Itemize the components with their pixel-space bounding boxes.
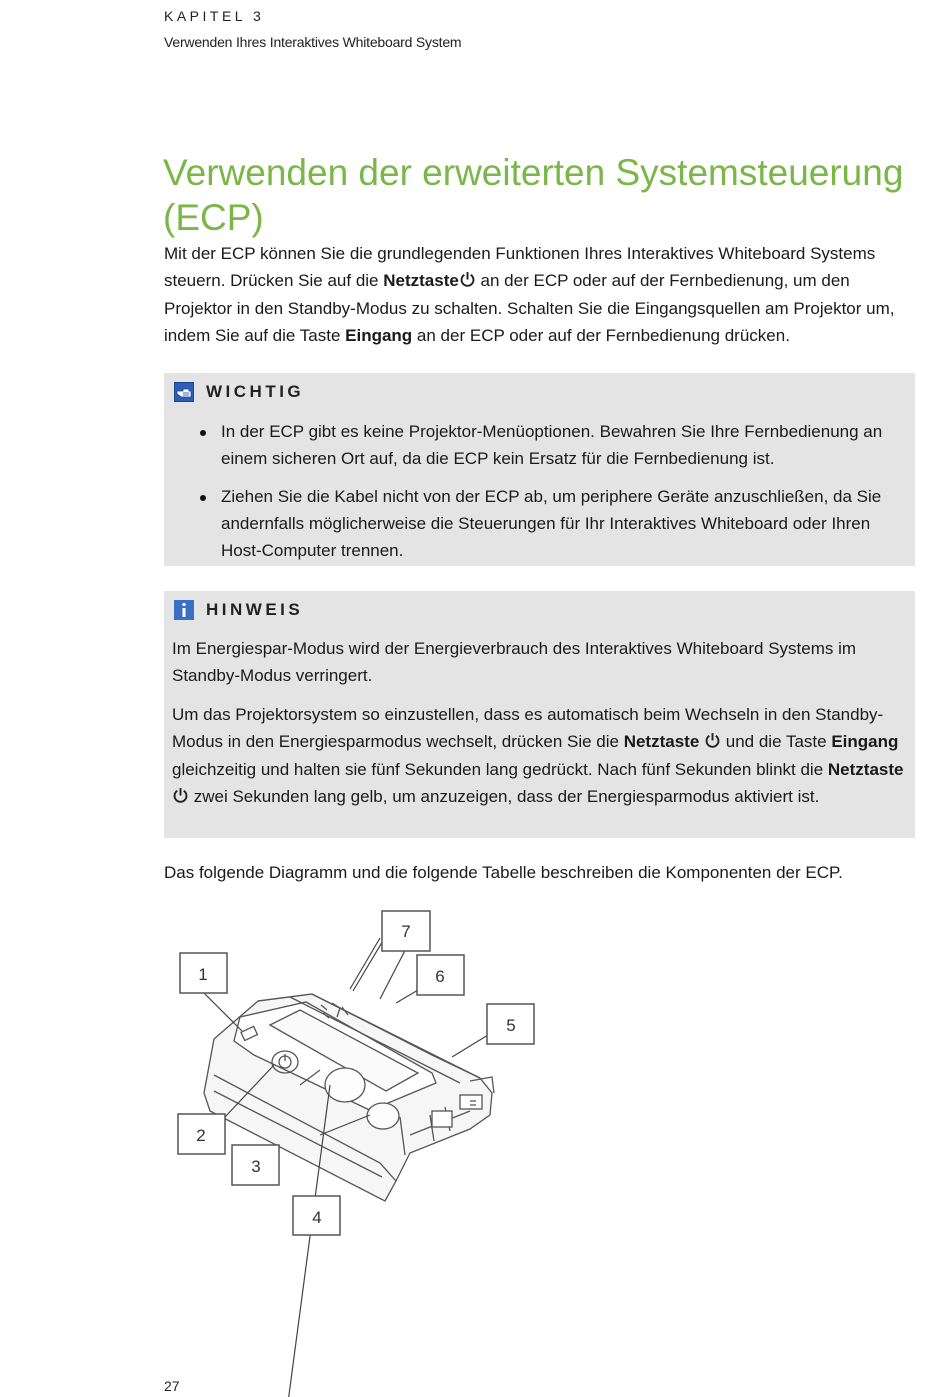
note-text-3: gleichzeitig und halten sie fünf Sekunden lang gedrückt. Nach fünf Sekunden blinkt die bbox=[172, 759, 828, 779]
intro-text-1: Mit der ECP können Sie die grundlegenden Funktionen Ihres Interaktives Whiteboard Systems steuern. Drücken Sie auf die bbox=[164, 244, 876, 291]
power-icon bbox=[459, 271, 476, 288]
note-text-4: zwei Sekunden lang gelb, um anzuzeigen, dass der Energiesparmodus aktiviert ist. bbox=[189, 786, 820, 806]
callout-label: 4 bbox=[312, 1208, 322, 1227]
note-bold-power: Netztaste bbox=[623, 732, 700, 752]
note-paragraph-2 bbox=[172, 701, 907, 810]
note-box bbox=[164, 591, 915, 838]
important-header bbox=[174, 382, 304, 402]
callout-label: 2 bbox=[196, 1126, 206, 1145]
callout-6 bbox=[417, 955, 464, 995]
callout-7 bbox=[382, 911, 430, 951]
info-icon bbox=[174, 600, 194, 620]
note-text-1: Um das Projektorsystem so einzustellen, dass es automatisch beim Wechseln in den Standby-Modus in den Energiesparmodus wechselt, drücken Sie die bbox=[172, 705, 884, 752]
note-text-2: und die Taste bbox=[721, 732, 832, 752]
callout-2 bbox=[178, 1114, 225, 1154]
page-number: 27 bbox=[164, 1378, 180, 1394]
intro-text-3: an der ECP oder auf der Fernbedienung drücken. bbox=[412, 325, 790, 345]
note-bold-input: Eingang bbox=[831, 732, 899, 752]
power-icon bbox=[172, 787, 189, 804]
note-paragraph-1: Im Energiespar-Modus wird der Energieverbrauch des Interaktives Whiteboard Systems im Standby-Modus verringert. bbox=[172, 639, 857, 686]
power-icon bbox=[704, 732, 721, 749]
callout-4 bbox=[293, 1196, 340, 1235]
intro-paragraph bbox=[164, 240, 914, 349]
note-bold-power-2: Netztaste bbox=[827, 759, 904, 779]
diagram-caption: Das folgende Diagramm und die folgende Tabelle beschreiben die Komponenten der ECP. bbox=[164, 863, 843, 882]
intro-text-2: an der ECP oder auf der Fernbedienung, um den Projektor in den Standby-Modus zu schalten. Schalten Sie die Eingangsquellen am Projektor um, indem Sie auf die Taste bbox=[164, 271, 895, 345]
important-box bbox=[164, 373, 915, 566]
note-label: HINWEIS bbox=[206, 600, 304, 619]
list-item: In der ECP gibt es keine Projektor-Menüoptionen. Bewahren Sie Ihre Fernbedienung an einem sicheren Ort auf, da die ECP kein Ersatz für die Fernbedienung ist. bbox=[164, 418, 894, 473]
intro-bold-power: Netztaste bbox=[383, 271, 459, 291]
important-label: WICHTIG bbox=[206, 382, 305, 401]
callout-label: 1 bbox=[198, 965, 208, 984]
callout-5 bbox=[487, 1004, 534, 1044]
note-header bbox=[174, 600, 303, 620]
callout-label: 3 bbox=[251, 1157, 261, 1176]
list-item: Ziehen Sie die Kabel nicht von der ECP ab, um periphere Geräte anzuschließen, da Sie andernfalls möglicherweise die Steuerungen für Ihr Interaktives Whiteboard oder Ihren Host-Computer trennen. bbox=[164, 483, 894, 565]
pointing-hand-icon bbox=[174, 382, 194, 402]
callout-label: 5 bbox=[506, 1016, 516, 1035]
chapter-subtitle: Verwenden Ihres Interaktives Whiteboard System bbox=[164, 34, 462, 50]
intro-bold-input: Eingang bbox=[345, 325, 413, 345]
important-list bbox=[164, 418, 894, 574]
callout-label: 6 bbox=[435, 967, 445, 986]
callout-1 bbox=[180, 953, 227, 993]
page-title: Verwenden der erweiterten Systemsteuerung (ECP) bbox=[163, 152, 904, 238]
ecp-diagram bbox=[170, 905, 516, 1235]
chapter-label: KAPITEL 3 bbox=[164, 8, 265, 24]
callout-label: 7 bbox=[401, 922, 411, 941]
